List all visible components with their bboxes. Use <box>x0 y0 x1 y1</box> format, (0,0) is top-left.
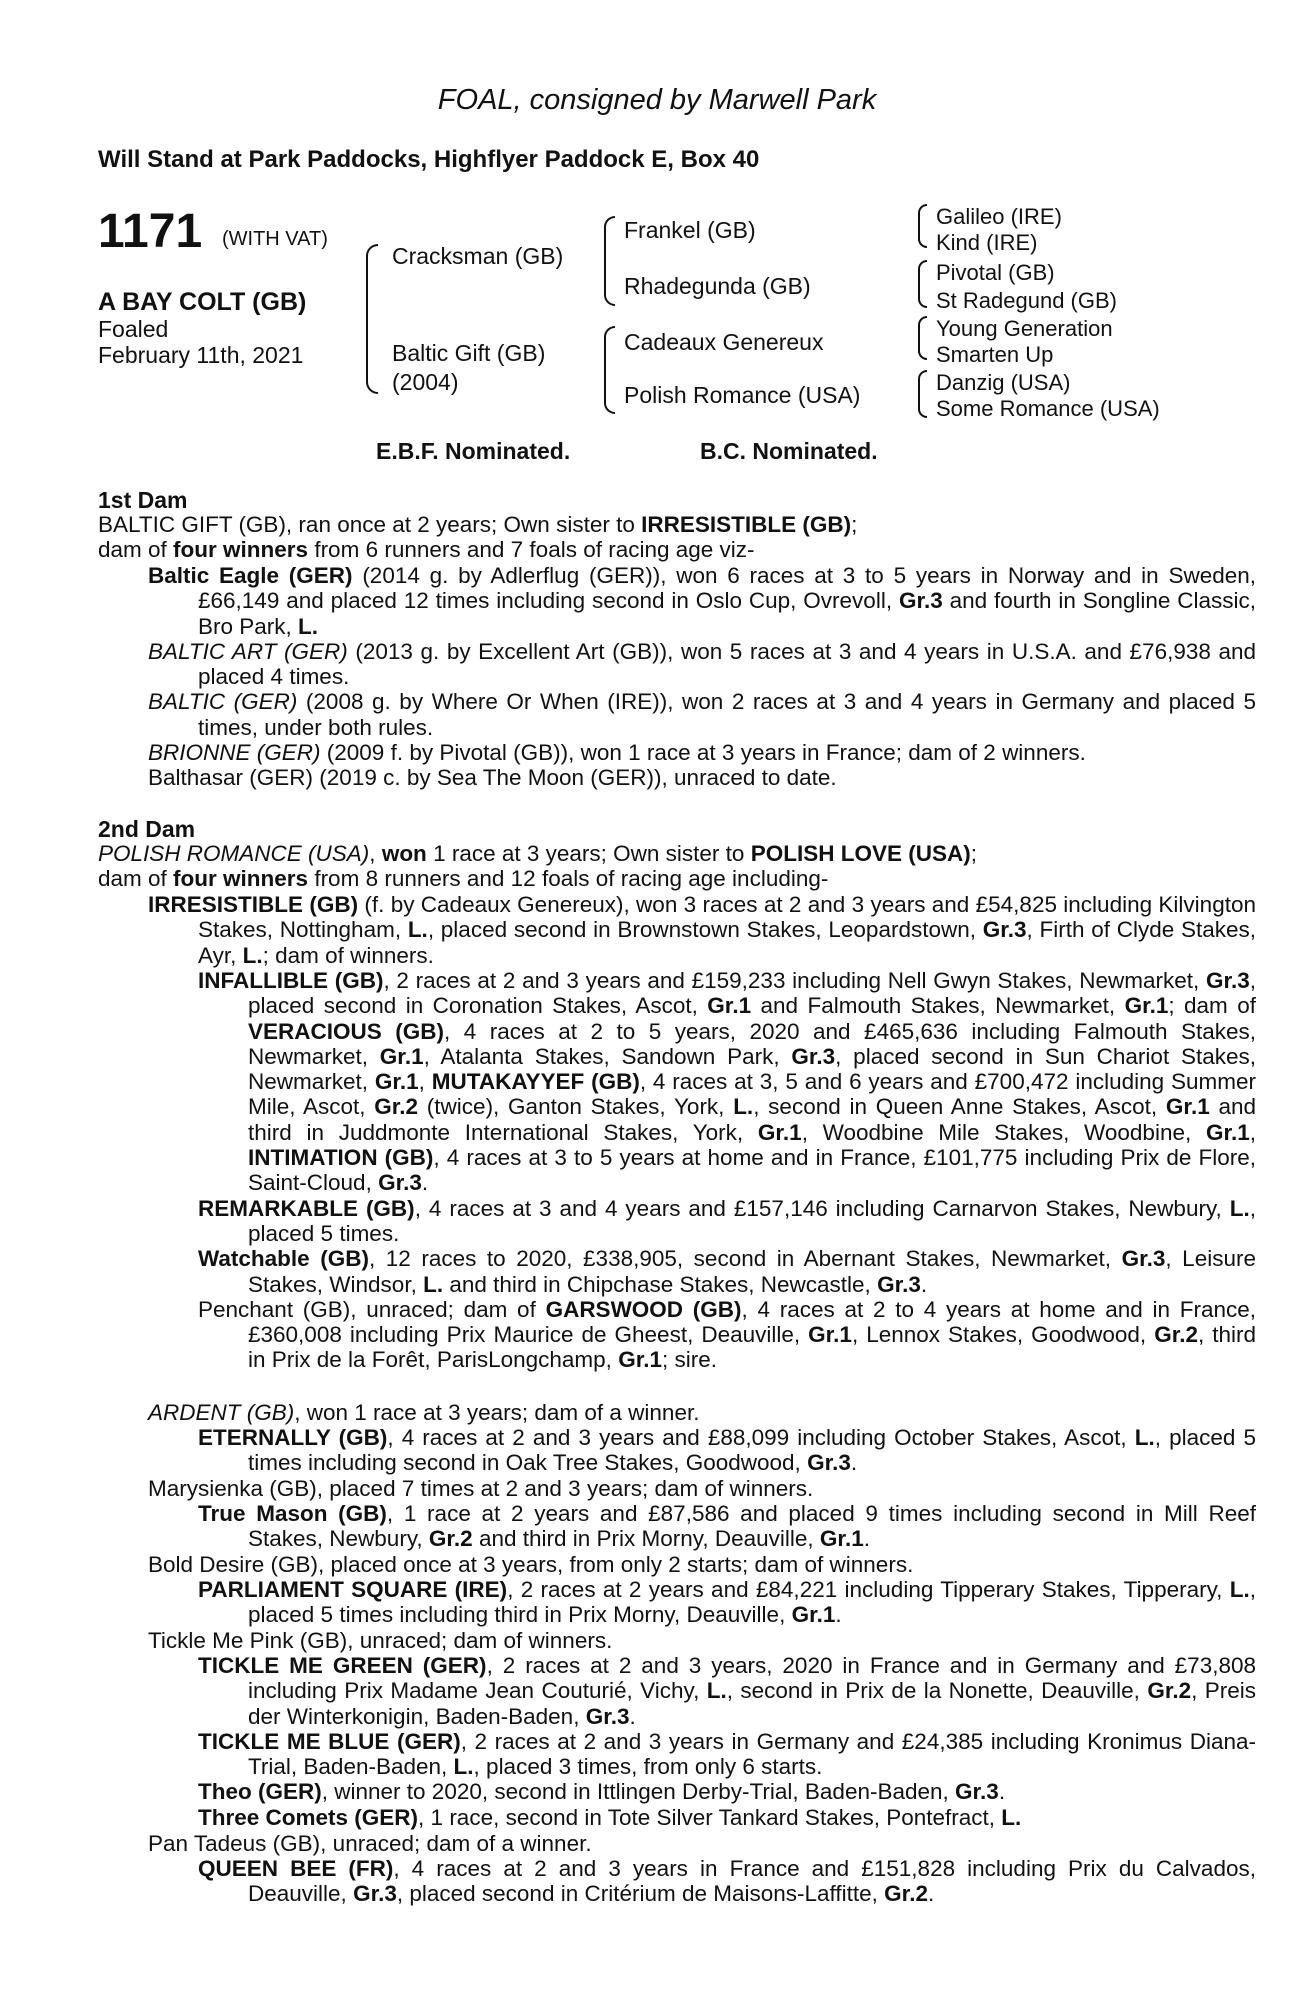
pedigree-g7: Danzig (USA) <box>936 370 1071 395</box>
produce-irresistible: IRRESISTIBLE (GB) (f. by Cadeaux Genereux), won 3 races at 2 and 3 years and £54,825 including Kilvington Stakes, Nottingham, L., placed second in Brownstown Stakes, Leopardstown, Gr.3, Firth of Clyde Stakes, Ayr, L.; dam of winners. <box>148 892 1256 968</box>
produce-tickle-me-pink: Tickle Me Pink (GB), unraced; dam of winners. <box>148 1628 613 1653</box>
pedigree-sire: Cracksman (GB) <box>392 243 564 269</box>
produce-tickle-me-pink-winners: TICKLE ME GREEN (GER), 2 races at 2 and 3 years, 2020 in France and in Germany and £73,808 including Prix Madame Jean Couturié, Vichy, L., second in Prix de la Nonette, Deauville, Gr.2, Preis der Winterkonigin, Baden-Baden, Gr.3. TICKLE ME BLUE (GER), 2 races at 2 and 3 years in Germany and £24,385 including Kronimus Diana-Trial, Baden-Baden, L., placed 3 times, from only 6 starts. Theo (GER), winner to 2020, second in Ittlingen Derby-Trial, Baden-Baden, Gr.3. Three Comets (GER), 1 race, second in Tote Silver Tankard Stakes, Pontefract, L. <box>198 1653 1257 1830</box>
pedigree-g2: Kind (IRE) <box>936 230 1038 255</box>
pedigree-g5: Young Generation <box>936 316 1113 341</box>
first-dam-intro: BALTIC GIFT (GB), ran once at 2 years; Own sister to IRRESISTIBLE (GB); dam of four winners from 6 runners and 7 foals of racing age viz- <box>98 512 858 563</box>
lot-number: 1171 <box>98 205 203 258</box>
pedigree-brace-main <box>366 244 378 394</box>
pedigree-brace-dam <box>604 326 615 414</box>
pedigree-brace-g1 <box>918 204 927 248</box>
ebf-nomination: E.B.F. Nominated. <box>376 438 571 464</box>
bc-nomination: B.C. Nominated. <box>700 438 878 464</box>
produce-true-mason: True Mason (GB), 1 race at 2 years and £87,586 and placed 9 times including second in Mill Reef Stakes, Newbury, Gr.2 and third in Prix Morny, Deauville, Gr.1. <box>198 1501 1256 1552</box>
produce-bold-desire: Bold Desire (GB), placed once at 3 years, from only 2 starts; dam of winners. <box>148 1552 914 1577</box>
foaled-date: February 11th, 2021 <box>98 342 304 368</box>
first-dam-heading: 1st Dam <box>98 487 188 513</box>
produce-queen-bee: QUEEN BEE (FR), 4 races at 2 and 3 years in France and £151,828 including Prix du Calvados, Deauville, Gr.3, placed second in Critérium de Maisons-Laffitte, Gr.2. <box>198 1856 1256 1907</box>
foaled-label: Foaled <box>98 316 169 342</box>
pedigree-g8: Some Romance (USA) <box>936 396 1160 421</box>
lot-description: A BAY COLT (GB) <box>98 288 307 316</box>
pedigree-g6: Smarten Up <box>936 342 1054 367</box>
produce-parliament-square: PARLIAMENT SQUARE (IRE), 2 races at 2 years and £84,221 including Tipperary Stakes, Tipperary, L., placed 5 times including third in Prix Morny, Deauville, Gr.1. <box>198 1577 1256 1628</box>
second-dam-heading: 2nd Dam <box>98 816 196 842</box>
pedigree-g4: St Radegund (GB) <box>936 288 1117 313</box>
pedigree-dam: Baltic Gift (GB) <box>392 340 546 366</box>
produce-ardent: ARDENT (GB), won 1 race at 3 years; dam of a winner. <box>148 1400 700 1425</box>
pedigree-sire-dam: Rhadegunda (GB) <box>624 273 811 299</box>
first-dam-produce: Baltic Eagle (GER) (2014 g. by Adlerflug (GER)), won 6 races at 3 to 5 years in Norway and in Sweden, £66,149 and placed 12 times including second in Oslo Cup, Ovrevoll, Gr.3 and fourth in Songline Classic, Bro Park, L. BALTIC ART (GER) (2013 g. by Excellent Art (GB)), won 5 races at 3 and 4 years in U.S.A. and £76,938 and placed 4 times. BALTIC (GER) (2008 g. by Where Or When (IRE)), won 2 races at 3 and 4 years in Germany and placed 5 times, under both rules. BRIONNE (GER) (2009 f. by Pivotal (GB)), won 1 race at 3 years in France; dam of 2 winners. Balthasar (GER) (2019 c. by Sea The Moon (GER)), unraced to date. <box>148 563 1257 791</box>
pedigree-brace-g2 <box>918 260 927 308</box>
pedigree-g3: Pivotal (GB) <box>936 260 1055 285</box>
pedigree-dam-year: (2004) <box>392 369 459 395</box>
vat-note: (WITH VAT) <box>222 228 328 250</box>
produce-marysienka: Marysienka (GB), placed 7 times at 2 and 3 years; dam of winners. <box>148 1476 814 1501</box>
pedigree-sire-sire: Frankel (GB) <box>624 217 756 243</box>
pedigree-dam-sire: Cadeaux Genereux <box>624 329 824 355</box>
produce-infallible: INFALLIBLE (GB), 2 races at 2 and 3 years and £159,233 including Nell Gwyn Stakes, Newmarket, Gr.3, placed second in Coronation Stakes, Ascot, Gr.1 and Falmouth Stakes, Newmarket, Gr.1; dam of VERACIOUS (GB), 4 races at 2 to 5 years, 2020 and £465,636 including Falmouth Stakes, Newmarket, Gr.1, Atalanta Stakes, Sandown Park, Gr.3, placed second in Sun Chariot Stakes, Newmarket, Gr.1, MUTAKAYYEF (GB), 4 races at 3, 5 and 6 years and £700,472 including Summer Mile, Ascot, Gr.2 (twice), Ganton Stakes, York, L., second in Queen Anne Stakes, Ascot, Gr.1 and third in Juddmonte International Stakes, York, Gr.1, Woodbine Mile Stakes, Woodbine, Gr.1, INTIMATION (GB), 4 races at 3 to 5 years at home and in France, £101,775 including Prix de Flore, Saint-Cloud, Gr.3. REMARKABLE (GB), 4 races at 3 and 4 years and £157,146 including Carnarvon Stakes, Newbury, L., placed 5 times. Watchable (GB), 12 races to 2020, £338,905, second in Abernant Stakes, Newmarket, Gr.3, Leisure Stakes, Windsor, L. and third in Chipchase Stakes, Newcastle, Gr.3. Penchant (GB), unraced; dam of GARSWOOD (GB), 4 races at 2 to 4 years at home and in France, £360,008 including Prix Maurice de Gheest, Deauville, Gr.1, Lennox Stakes, Goodwood, Gr.2, third in Prix de la Forêt, ParisLongchamp, Gr.1; sire. <box>198 968 1257 1373</box>
pedigree-brace-sire <box>604 216 615 306</box>
second-dam-intro: POLISH ROMANCE (USA), won 1 race at 3 years; Own sister to POLISH LOVE (USA); dam of four winners from 8 runners and 12 foals of racing age including- <box>98 841 977 892</box>
pedigree-brace-g3 <box>918 316 927 360</box>
produce-pan-tadeus: Pan Tadeus (GB), unraced; dam of a winner. <box>148 1831 592 1856</box>
produce-eternally: ETERNALLY (GB), 4 races at 2 and 3 years and £88,099 including October Stakes, Ascot, L., placed 5 times including second in Oak Tree Stakes, Goodwood, Gr.3. <box>198 1425 1256 1476</box>
pedigree-brace-g4 <box>918 370 927 418</box>
pedigree-dam-dam: Polish Romance (USA) <box>624 382 861 408</box>
location-line: Will Stand at Park Paddocks, Highflyer Paddock E, Box 40 <box>98 146 760 173</box>
consignment-line: FOAL, consigned by Marwell Park <box>437 84 877 116</box>
pedigree-g1: Galileo (IRE) <box>936 204 1062 229</box>
